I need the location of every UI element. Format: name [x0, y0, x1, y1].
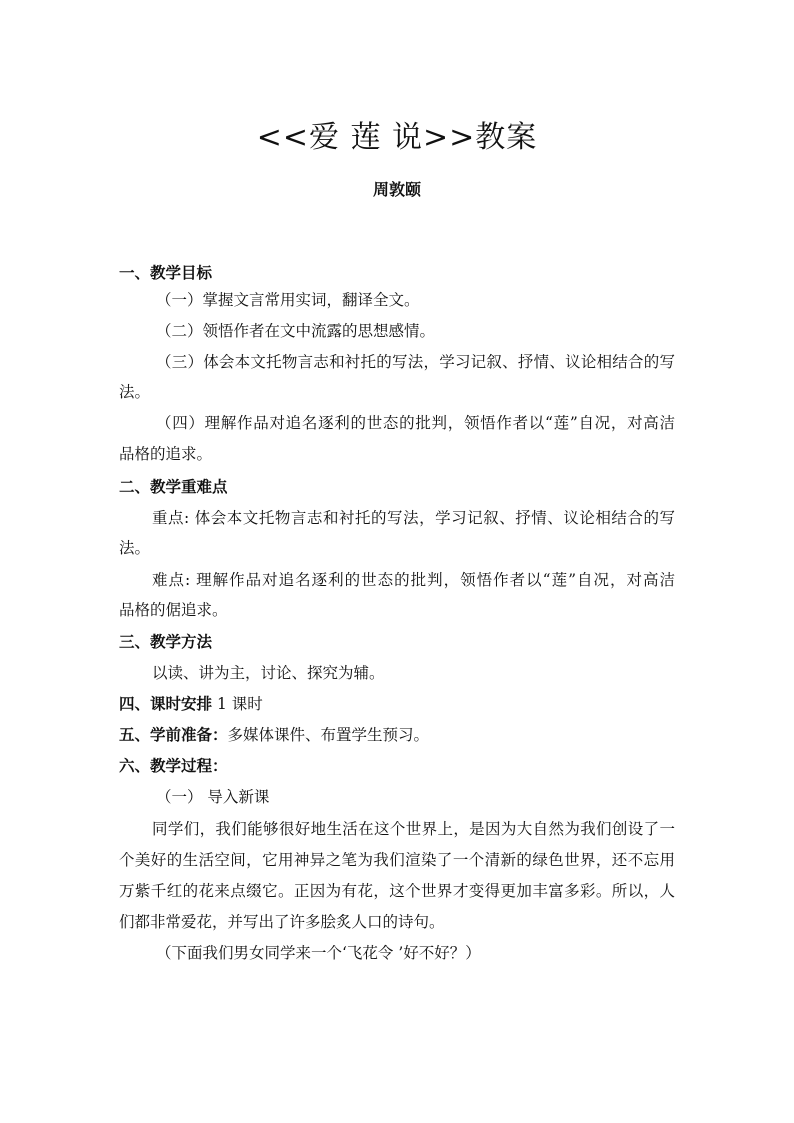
goal-item-3: （三）体会本文托物言志和衬托的写法，学习记叙、抒情、议论相结合的写: [156, 353, 675, 371]
process-paragraph-line-2: 个美好的生活空间，它用神异之笔为我们渲染了一个清新的绿色世界，还不忘用: [119, 851, 675, 869]
section-heading-key-points: 二、教学重难点: [119, 477, 228, 496]
section-heading-schedule: 四、课时安排: [119, 694, 213, 713]
process-paragraph-line-4: 们都非常爱花，并写出了许多脍炙人口的诗句。: [119, 913, 445, 931]
section-heading-process: 六、教学过程：: [119, 756, 228, 775]
process-note: （下面我们男女同学来一个‘飞花令 ’好不好？）: [156, 944, 481, 962]
goal-item-1: （一）掌握文言常用实词，翻译全文。: [156, 291, 420, 309]
document-title: <<爱 莲 说>>教案: [256, 120, 538, 155]
goal-item-2: （二）领悟作者在文中流露的思想感情。: [156, 322, 436, 340]
schedule-value: 1 课时: [212, 695, 263, 713]
section-heading-methods: 三、教学方法: [119, 632, 213, 651]
difficulty-item-1-cont: 品格的倨追求。: [119, 601, 228, 619]
section-heading-prep: 五、学前准备：: [119, 725, 228, 744]
goal-item-3-cont: 法。: [119, 383, 151, 401]
methods-item-1: 以读、讲为主，讨论、探究为辅。: [152, 664, 385, 682]
key-point-item-1-cont: 法。: [119, 539, 151, 557]
section-schedule: [119, 693, 675, 715]
key-point-item-1: 重点: 体会本文托物言志和衬托的写法，学习记叙、抒情、议论相结合的写: [152, 509, 675, 527]
goal-item-4: （四）理解作品对追名逐利的世态的批判，领悟作者以“莲”自况，对高洁: [156, 414, 675, 432]
difficulty-item-1: 难点: 理解作品对追名逐利的世态的批判，领悟作者以“莲”自况，对高洁: [152, 571, 675, 589]
process-paragraph-line-3: 万紫千红的花来点缀它。正因为有花，这个世界才变得更加丰富多彩。所以，人: [119, 882, 675, 900]
section-prep: [119, 724, 675, 746]
goal-item-4-cont: 品格的追求。: [119, 445, 213, 463]
prep-value: 多媒体课件、布置学生预习。: [227, 726, 430, 744]
process-paragraph-line-1: 同学们，我们能够很好地生活在这个世界上，是因为大自然为我们创设了一: [152, 820, 675, 838]
section-heading-goals: 一、教学目标: [119, 263, 213, 282]
process-subheading-intro: （一） 导入新课: [156, 788, 270, 806]
author-name: 周敦颐: [372, 180, 421, 199]
